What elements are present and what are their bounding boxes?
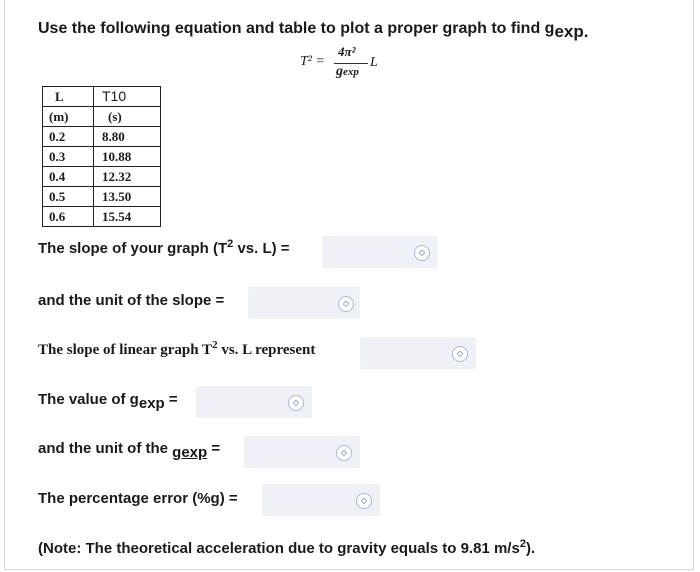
- table-row: [43, 147, 161, 167]
- table-row: [43, 207, 161, 227]
- cell-period: 13.50: [94, 187, 161, 207]
- pendulum-equation: [300, 44, 410, 84]
- cell-length: 0.5: [43, 187, 94, 207]
- chevron-up-down-icon: ◇: [336, 445, 352, 461]
- chevron-up-down-icon: ◇: [356, 493, 372, 509]
- column-header-period: T10: [94, 87, 161, 107]
- table-row: [43, 167, 161, 187]
- slope-unit-dropdown[interactable]: [248, 287, 360, 319]
- equation-numerator: 4π²: [338, 44, 356, 59]
- chevron-up-down-icon: ◇: [414, 245, 430, 261]
- slope-dropdown[interactable]: [322, 236, 438, 268]
- table-header-row: [43, 87, 161, 107]
- column-unit-length: (m): [43, 107, 94, 127]
- gexp-value-question: The value of gexp =: [38, 391, 178, 412]
- cell-length: 0.6: [43, 207, 94, 227]
- column-unit-period: (s): [94, 107, 161, 127]
- cell-length: 0.4: [43, 167, 94, 187]
- cell-period: 15.54: [94, 207, 161, 227]
- cell-period: 10.88: [94, 147, 161, 167]
- chevron-up-down-icon: ◇: [338, 296, 354, 312]
- cell-length: 0.3: [43, 147, 94, 167]
- gravity-note: (Note: The theoretical acceleration due to gravity equals to 9.81 $m/s^2$).: [38, 538, 536, 557]
- table-row: [43, 187, 161, 207]
- percentage-error-dropdown[interactable]: [262, 484, 380, 516]
- slope-meaning-question: The slope of linear graph $T^2$ vs. L represent: [38, 339, 316, 358]
- table-row: [43, 127, 161, 147]
- equation-rhs: L: [370, 55, 378, 70]
- cell-period: 12.32: [94, 167, 161, 187]
- gexp-unit-question: and the unit of the gexp =: [38, 440, 221, 461]
- percentage-error-question: The percentage error (%g) =: [38, 490, 238, 507]
- equation-denominator: gexp: [336, 64, 359, 79]
- slope-meaning-dropdown[interactable]: [360, 337, 476, 369]
- chevron-up-down-icon: ◇: [288, 395, 304, 411]
- chevron-up-down-icon: ◇: [452, 346, 468, 362]
- data-table: [42, 86, 161, 227]
- question-heading: Use the following equation and table to plot a proper graph to find gexp.: [38, 20, 589, 41]
- gexp-unit-dropdown[interactable]: [244, 436, 360, 468]
- cell-length: 0.2: [43, 127, 94, 147]
- slope-unit-question: and the unit of the slope =: [38, 292, 225, 309]
- equation-lhs: T² =: [300, 54, 325, 69]
- gexp-value-dropdown[interactable]: [196, 386, 312, 418]
- cell-period: 8.80: [94, 127, 161, 147]
- table-header-units-row: [43, 107, 161, 127]
- column-header-length: L: [43, 87, 94, 107]
- slope-question: The slope of your graph ($T^2$ vs. L) =: [38, 238, 290, 257]
